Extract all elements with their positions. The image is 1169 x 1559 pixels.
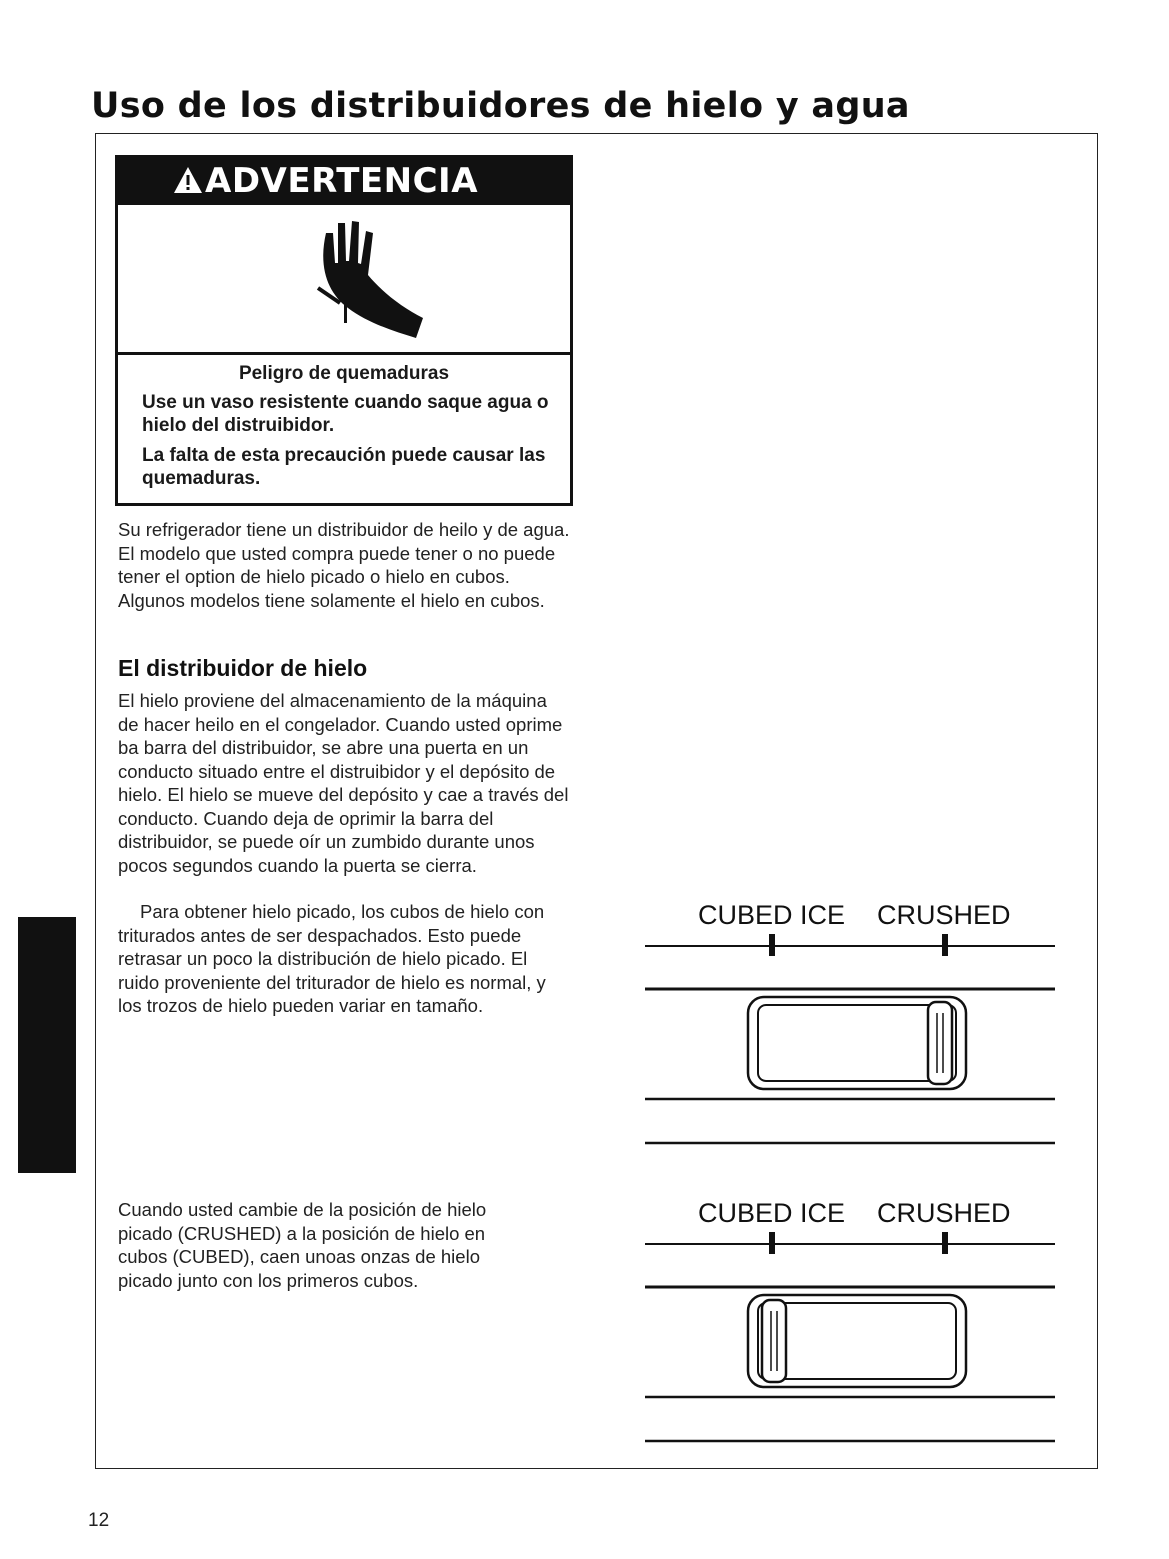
warning-header-text: ADVERTENCIA bbox=[205, 161, 479, 201]
dispenser-switch-diagram-crushed bbox=[645, 900, 1055, 1150]
section-heading: El distribuidor de hielo bbox=[118, 655, 368, 681]
warning-header bbox=[118, 158, 570, 205]
intro-paragraph: Su refrigerador tiene un distribuidor de heilo y de agua. El modelo que usted compra puede tener o no puede tener el option de hielo picado o hielo en cubos. Algunos modelos tiene solamente el hielo en cubos. bbox=[118, 519, 570, 611]
warning-consequence: La falta de esta precaución puede causar las quemaduras. bbox=[142, 445, 546, 489]
section-paragraph-1: El hielo proviene del almacenamiento de la máquina de hacer heilo en el congelador. Cuando usted oprime ba barra del distribuidor, se abre una puerta en un conducto situado entre el distruibidor y el depósito de hielo. El hielo se mueve del depósito y cae a través del conducto. Cuando deja de oprimir la barra del distribuidor, se puede oír un zumbido durante unos pocos segundos cuando la puerta se cierra. bbox=[118, 690, 569, 876]
section-paragraph-2-text: Para obtener hielo picado, los cubos de hielo con triturados antes de ser despachados. Esto puede retrasar un poco la distribución de hielo picado. El ruido proveniente del triturador de hielo es normal, y los trozos de hielo pueden variar en tamaño. bbox=[118, 901, 546, 1016]
ice-selector-switch-left bbox=[645, 1273, 1055, 1448]
crushed-label: CRUSHED bbox=[877, 900, 1011, 930]
cubed-ice-label: CUBED ICE bbox=[698, 900, 846, 930]
section-paragraph-3: Cuando usted cambie de la posición de hielo picado (CRUSHED) a la posición de hielo en cubos (CUBED), caen unoas onzas de hielo picado junto con los primeros cubos. bbox=[118, 1199, 487, 1291]
warning-box bbox=[115, 155, 573, 506]
page-title: Uso de los distribuidores de hielo y agua bbox=[91, 86, 910, 126]
section-paragraph-2 bbox=[118, 900, 570, 1018]
page-number: 12 bbox=[88, 1510, 110, 1531]
warning-divider bbox=[118, 352, 570, 355]
dispenser-switch-diagram-cubed bbox=[645, 1198, 1055, 1448]
burning-hand-icon bbox=[288, 213, 433, 343]
section-tab-marker bbox=[18, 917, 76, 1173]
warning-instruction: Use un vaso resistente cuando saque agua o hielo del distruibidor. bbox=[142, 392, 549, 436]
cubed-ice-label: CUBED ICE bbox=[698, 1198, 846, 1228]
position-scale bbox=[645, 1228, 1055, 1258]
warning-hazard-title: Peligro de quemaduras bbox=[238, 363, 450, 384]
position-scale bbox=[645, 930, 1055, 960]
warning-triangle-icon bbox=[173, 165, 203, 195]
crushed-label: CRUSHED bbox=[877, 1198, 1011, 1228]
ice-selector-switch-right bbox=[645, 975, 1055, 1150]
